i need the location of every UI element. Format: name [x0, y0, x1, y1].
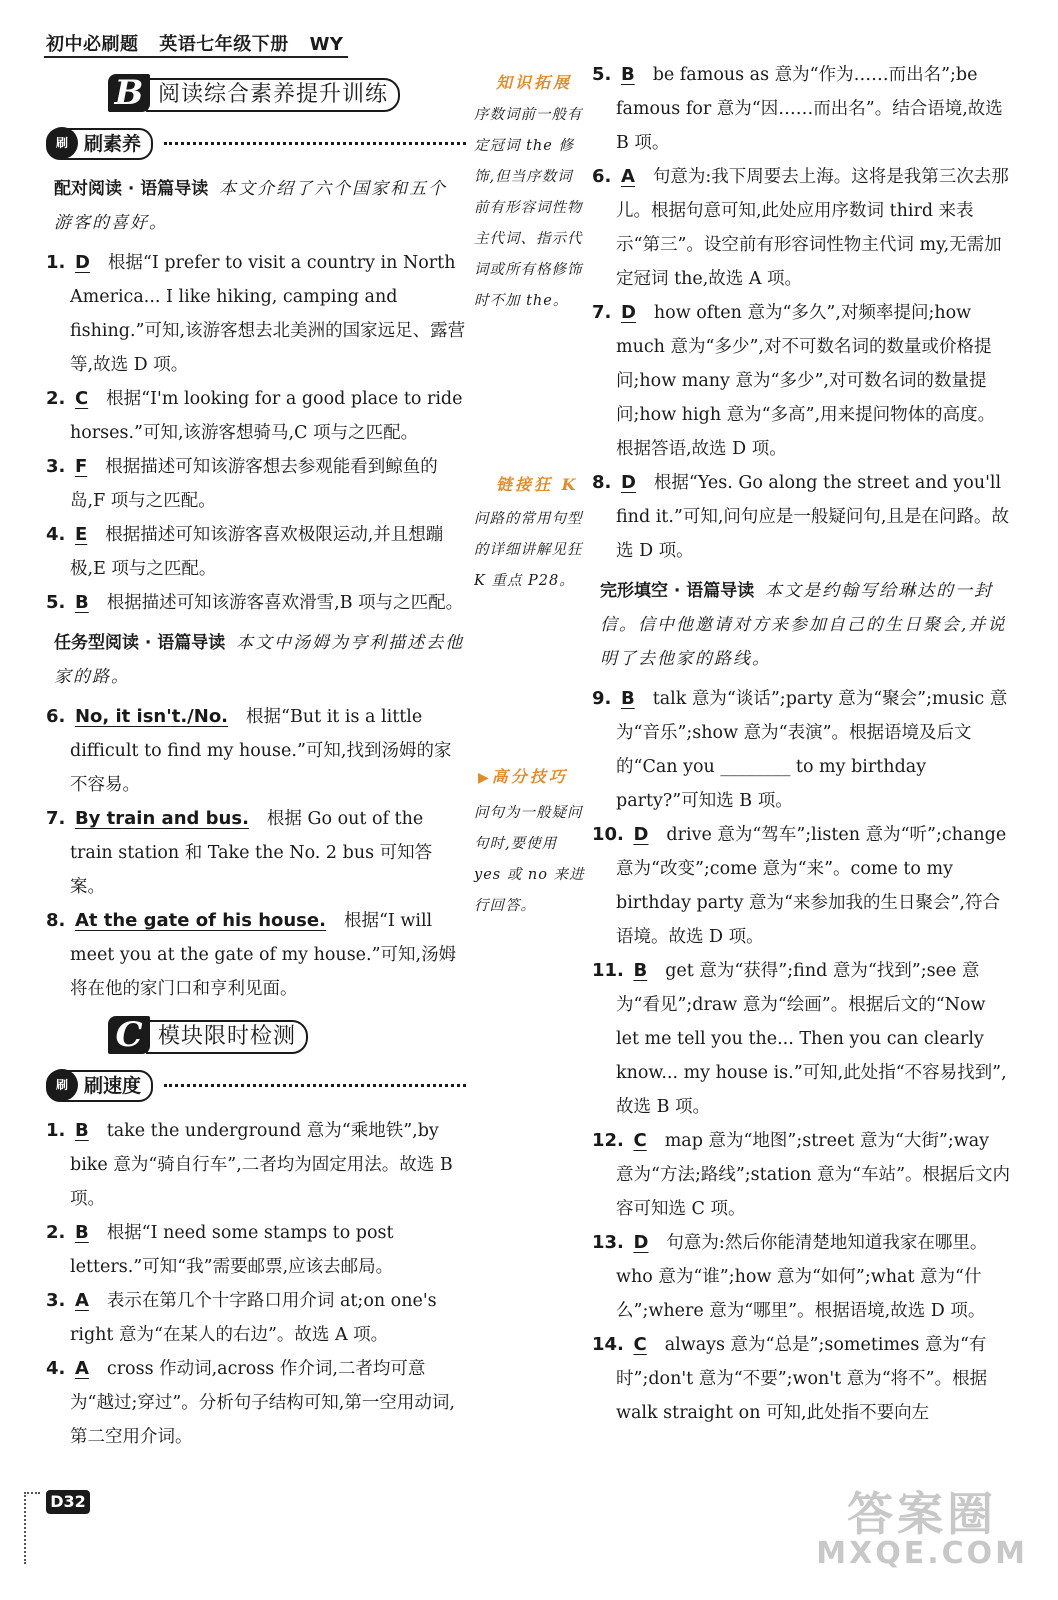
answer-item	[46, 700, 466, 802]
note-title-knowledge: 知识拓展	[496, 73, 573, 92]
note-body-tips: 问句为一般疑问句时,要使用 yes 或 no 来进行回答。	[474, 805, 585, 914]
explanation: 句意为:然后你能清楚地知道我家在哪里。who 意为“谁”;how 意为“如何”;what 意为“什么”;where 意为“哪里”。根据语境,故选 D 项。	[616, 1233, 988, 1321]
note-title-tips	[478, 764, 568, 787]
item-number: 4.	[46, 1358, 66, 1379]
explanation: 根据描述可知该游客喜欢滑雪,B 项与之匹配。	[106, 593, 464, 613]
explanation: 根据描述可知该游客喜欢极限运动,并且想蹦极,E 项与之匹配。	[70, 525, 444, 579]
tag-row-1	[46, 128, 466, 162]
answer-item	[46, 1114, 466, 1216]
brush-icon: 刷	[46, 1069, 78, 1101]
item-number: 6.	[592, 166, 612, 187]
explanation: 根据 Go out of the train station 和 Take the No. 2 bus 可知答案。	[70, 809, 433, 897]
answer-item	[46, 1352, 466, 1454]
tag-row-2	[46, 1070, 466, 1104]
right-column	[592, 58, 1012, 1430]
tag-shua-sudu	[46, 1070, 153, 1102]
answer-key: By train and bus.	[74, 808, 249, 829]
watermark-url: MXQE.COM	[816, 1536, 1028, 1571]
explanation: cross 作动词,across 作介词,二者均可意为“越过;穿过”。分析句子结构可知,第一空用动词,第二空用介词。	[70, 1359, 455, 1447]
item-number: 1.	[46, 1120, 66, 1141]
section-b-title: 阅读综合素养提升训练	[146, 78, 400, 112]
answer-item	[46, 1216, 466, 1284]
arrow-icon: ▶	[478, 770, 492, 786]
explanation: drive 意为“驾车”;listen 意为“听”;change 意为“改变”;come 意为“来”。come to my birthday party 意为“来参加我的生日聚会”,符合语境。故选 D 项。	[616, 825, 1007, 947]
answer-item	[592, 1124, 1012, 1226]
section-b-letter: B	[108, 74, 150, 112]
answer-item	[46, 246, 466, 382]
section-c-letter: C	[108, 1016, 150, 1054]
explanation: get 意为“获得”;find 意为“找到”;see 意为“看见”;draw 意为“绘画”。根据后文的“Now let me tell you the... Then you can clearly know... my house is.”可知,此处指“不容易找到”,故选 B 项。	[616, 961, 1007, 1117]
answer-list-e	[592, 682, 1012, 1430]
answer-item	[46, 382, 466, 450]
answer-key: F	[74, 456, 88, 477]
answer-item	[592, 954, 1012, 1124]
item-number: 12.	[592, 1130, 624, 1151]
answer-key: C	[74, 388, 89, 409]
item-number: 2.	[46, 1222, 66, 1243]
answer-key: B	[633, 960, 648, 981]
answer-key: At the gate of his house.	[74, 910, 326, 931]
item-number: 3.	[46, 456, 66, 477]
item-number: 7.	[46, 808, 66, 829]
section-c-banner	[108, 1016, 466, 1058]
header-edition: WY	[309, 34, 344, 55]
dotted-divider	[164, 1084, 466, 1087]
explanation: be famous as 意为“作为……而出名”;be famous for 意为“因……而出名”。结合语境,故选 B 项。	[616, 65, 1003, 153]
note-body-link: 问路的常用句型的详细讲解见狂 K 重点 P28。	[474, 511, 583, 589]
answer-list-c	[46, 1114, 466, 1454]
item-number: 9.	[592, 688, 612, 709]
lead-label: 任务型阅读 · 语篇导读	[54, 633, 226, 653]
note-title-link: 链接狂 K	[496, 475, 579, 494]
lead-text: 本文是约翰写给琳达的一封信。信中他邀请对方来参加自己的生日聚会,并说明了去他家的路线。	[600, 581, 1007, 669]
answer-key: D	[633, 824, 649, 845]
item-number: 14.	[592, 1334, 624, 1355]
answer-item	[592, 296, 1012, 466]
explanation: 根据“I will meet you at the gate of my house.”可知,汤姆将在他的家门口和亨利见面。	[70, 911, 457, 999]
item-number: 5.	[46, 592, 66, 613]
answer-key: E	[74, 524, 88, 545]
answer-list-a	[46, 246, 466, 620]
answer-list-d	[592, 58, 1012, 568]
item-number: 8.	[46, 910, 66, 931]
answer-key: B	[74, 1120, 89, 1141]
item-number: 8.	[592, 472, 612, 493]
answer-key: B	[74, 1222, 89, 1243]
explanation: 句意为:我下周要去上海。这将是我第三次去那儿。根据句意可知,此处应用序数词 third 来表示“第三”。设空前有形容词性物主代词 my,无需加定冠词 the,故选 A 项。	[616, 167, 1009, 289]
section-c-title: 模块限时检测	[146, 1020, 308, 1054]
answer-key: A	[74, 1358, 89, 1379]
brush-icon: 刷	[46, 127, 78, 159]
page-number: D32	[46, 1490, 90, 1514]
answer-item	[592, 58, 1012, 160]
answer-item	[46, 518, 466, 586]
left-column	[46, 68, 466, 1454]
answer-item	[592, 160, 1012, 296]
lead-cloze	[600, 574, 1012, 676]
answer-key: C	[633, 1334, 647, 1355]
header-rule	[44, 56, 348, 58]
note-title-text: 高分技巧	[491, 767, 568, 786]
tag-label: 刷素养	[84, 133, 142, 155]
item-number: 7.	[592, 302, 612, 323]
answer-item	[46, 904, 466, 1006]
answer-key: D	[633, 1232, 649, 1253]
note-body-knowledge: 序数词前一般有定冠词 the 修饰,但当序数词前有形容词性物主代词、指示代词或所有格修饰时不加 the。	[474, 107, 583, 309]
running-header	[46, 30, 357, 56]
lead-text: 本文中汤姆为亨利描述去他家的路。	[54, 633, 465, 687]
answer-item	[46, 450, 466, 518]
explanation: take the underground 意为“乘地铁”,by bike 意为“骑自行车”,二者均为固定用法。故选 B 项。	[70, 1121, 453, 1209]
item-number: 10.	[592, 824, 624, 845]
answer-key: B	[74, 592, 89, 613]
answer-item	[592, 1226, 1012, 1328]
explanation: 根据“But it is a little difficult to find my house.”可知,找到汤姆的家不容易。	[70, 707, 452, 795]
dotted-divider	[164, 142, 466, 145]
tag-label: 刷速度	[84, 1075, 142, 1097]
explanation: 根据“I prefer to visit a country in North America... I like hiking, camping and fishing.”可知,该游客想去北美洲的国家远足、露营等,故选 D 项。	[70, 253, 466, 375]
item-number: 11.	[592, 960, 624, 981]
answer-key: D	[620, 472, 636, 493]
answer-key: D	[620, 302, 636, 323]
answer-key: D	[74, 252, 90, 273]
lead-matching	[54, 172, 466, 240]
item-number: 3.	[46, 1290, 66, 1311]
header-subject: 英语七年级下册	[159, 34, 289, 55]
explanation: 表示在第几个十字路口用介词 at;on one's right 意为“在某人的右边”。故选 A 项。	[70, 1291, 437, 1345]
page-corner-dots	[24, 1492, 40, 1564]
lead-task-reading	[54, 626, 466, 694]
explanation: talk 意为“谈话”;party 意为“聚会”;music 意为“音乐”;show 意为“表演”。根据语境及后文的“Can you ________ to my birthday party?”可知选 B 项。	[616, 689, 1008, 811]
tag-shua-suyang	[46, 128, 153, 160]
lead-text: 本文介绍了六个国家和五个游客的喜好。	[54, 179, 448, 233]
answer-key: No, it isn't./No.	[74, 706, 229, 727]
item-number: 2.	[46, 388, 66, 409]
answer-key: B	[620, 688, 635, 709]
watermark	[816, 1478, 1028, 1571]
answer-key: A	[74, 1290, 89, 1311]
answer-list-b	[46, 700, 466, 1006]
item-number: 13.	[592, 1232, 624, 1253]
watermark-text: 答案圈	[847, 1487, 998, 1541]
answer-key: A	[620, 166, 635, 187]
item-number: 5.	[592, 64, 612, 85]
explanation: 根据“I need some stamps to post letters.”可知“我”需要邮票,应该去邮局。	[70, 1223, 394, 1277]
answer-item	[592, 682, 1012, 818]
header-series: 初中必刷题	[46, 34, 139, 55]
explanation: map 意为“地图”;street 意为“大街”;way 意为“方法;路线”;station 意为“车站”。根据后文内容可知选 C 项。	[616, 1131, 1011, 1219]
answer-item	[592, 1328, 1012, 1430]
answer-item	[46, 802, 466, 904]
answer-item	[592, 466, 1012, 568]
explanation: 根据“I'm looking for a good place to ride horses.”可知,该游客想骑马,C 项与之匹配。	[70, 389, 463, 443]
lead-label: 完形填空 · 语篇导读	[600, 581, 755, 601]
explanation: 根据描述可知该游客想去参观能看到鲸鱼的岛,F 项与之匹配。	[70, 457, 438, 511]
explanation: always 意为“总是”;sometimes 意为“有时”;don't 意为“不要”;won't 意为“将不”。根据 walk straight on 可知,此处指不要向左	[616, 1335, 988, 1423]
section-b-banner	[108, 74, 466, 116]
answer-key: C	[633, 1130, 647, 1151]
item-number: 6.	[46, 706, 66, 727]
answer-item	[46, 1284, 466, 1352]
item-number: 1.	[46, 252, 66, 273]
explanation: how often 意为“多久”,对频率提问;how much 意为“多少”,对不可数名词的数量或价格提问;how many 意为“多少”,对可数名词的数量提问;how high 意为“多高”,用来提问物体的高度。根据答语,故选 D 项。	[616, 303, 996, 459]
item-number: 4.	[46, 524, 66, 545]
answer-item	[592, 818, 1012, 954]
answer-key: B	[620, 64, 635, 85]
answer-item	[46, 586, 466, 620]
lead-label: 配对阅读 · 语篇导读	[54, 179, 209, 199]
explanation: 根据“Yes. Go along the street and you'll find it.”可知,问句应是一般疑问句,且是在问路。故选 D 项。	[616, 473, 1009, 561]
